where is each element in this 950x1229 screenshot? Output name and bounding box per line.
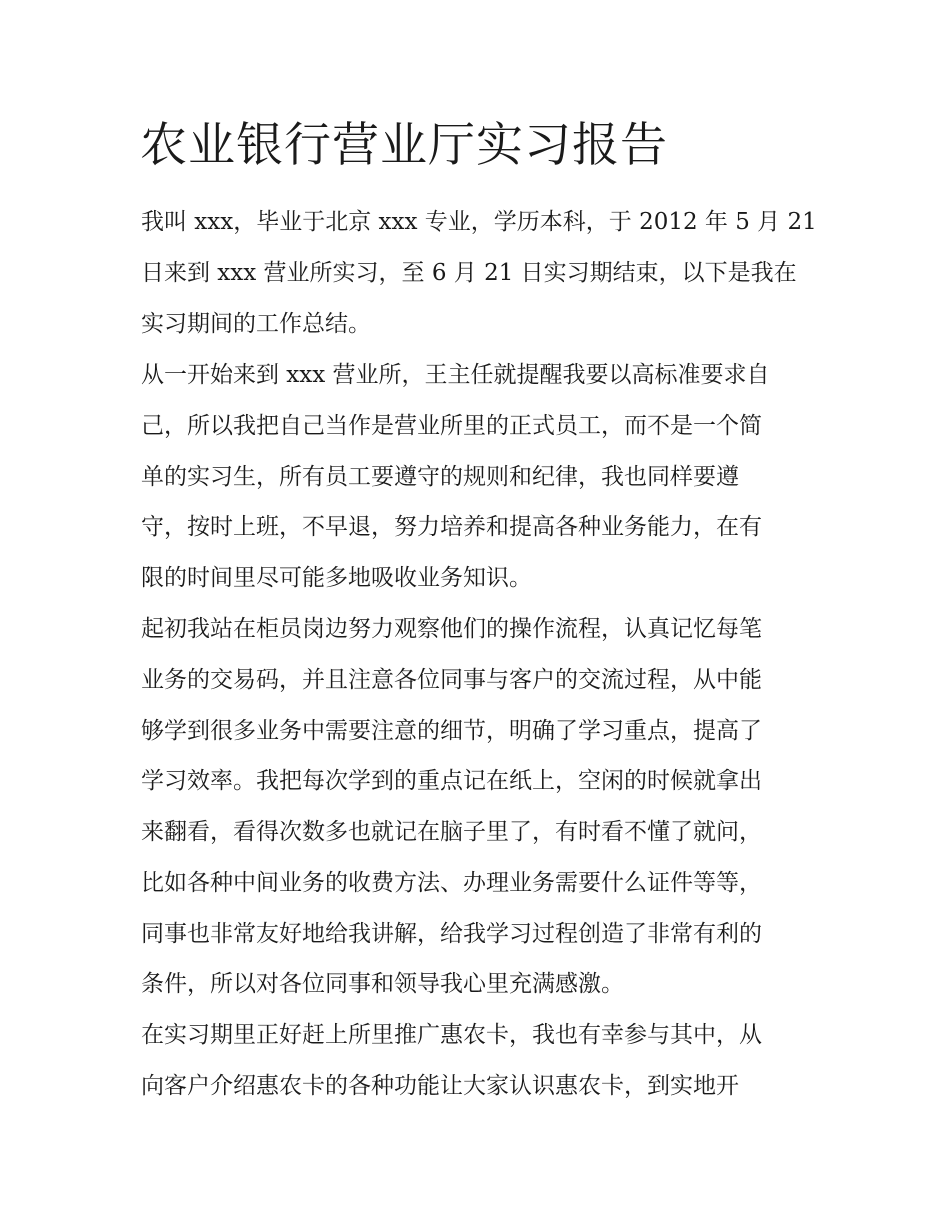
text-line: 己，所以我把自己当作是营业所里的正式员工，而不是一个简 — [141, 413, 762, 439]
text-line: 在实习期里正好赶上所里推广惠农卡，我也有幸参与其中，从 — [141, 1022, 762, 1048]
text-line: 条件，所以对各位同事和领导我心里充满感激。 — [141, 971, 624, 997]
text-line: 业务的交易码，并且注意各位同事与客户的交流过程，从中能 — [141, 667, 762, 693]
text-line: 实习期间的工作总结。 — [141, 311, 371, 337]
document-title: 农业银行营业厅实习报告 — [140, 118, 668, 173]
text-line: 向客户介绍惠农卡的各种功能让大家认识惠农卡，到实地开 — [141, 1073, 739, 1099]
text-line: 同事也非常友好地给我讲解，给我学习过程创造了非常有利的 — [141, 921, 762, 947]
text-line: 来翻看，看得次数多也就记在脑子里了，有时看不懂了就问， — [141, 819, 762, 845]
text-line: 我叫 xxx，毕业于北京 xxx 专业，学历本科，于 2012 年 5 月 21 — [141, 209, 817, 235]
text-line: 日来到 xxx 营业所实习，至 6 月 21 日实习期结束，以下是我在 — [141, 260, 797, 286]
text-line: 单的实习生，所有员工要遵守的规则和纪律，我也同样要遵 — [141, 464, 739, 490]
text-line: 学习效率。我把每次学到的重点记在纸上，空闲的时候就拿出 — [141, 768, 762, 794]
text-line: 从一开始来到 xxx 营业所，王主任就提醒我要以高标准要求自 — [141, 362, 770, 388]
text-line: 守，按时上班，不早退，努力培养和提高各种业务能力，在有 — [141, 514, 762, 540]
text-line: 起初我站在柜员岗边努力观察他们的操作流程，认真记忆每笔 — [141, 616, 762, 642]
text-line: 够学到很多业务中需要注意的细节，明确了学习重点，提高了 — [141, 718, 762, 744]
text-line: 限的时间里尽可能多地吸收业务知识。 — [141, 565, 532, 591]
text-line: 比如各种中间业务的收费方法、办理业务需要什么证件等等， — [141, 870, 762, 896]
